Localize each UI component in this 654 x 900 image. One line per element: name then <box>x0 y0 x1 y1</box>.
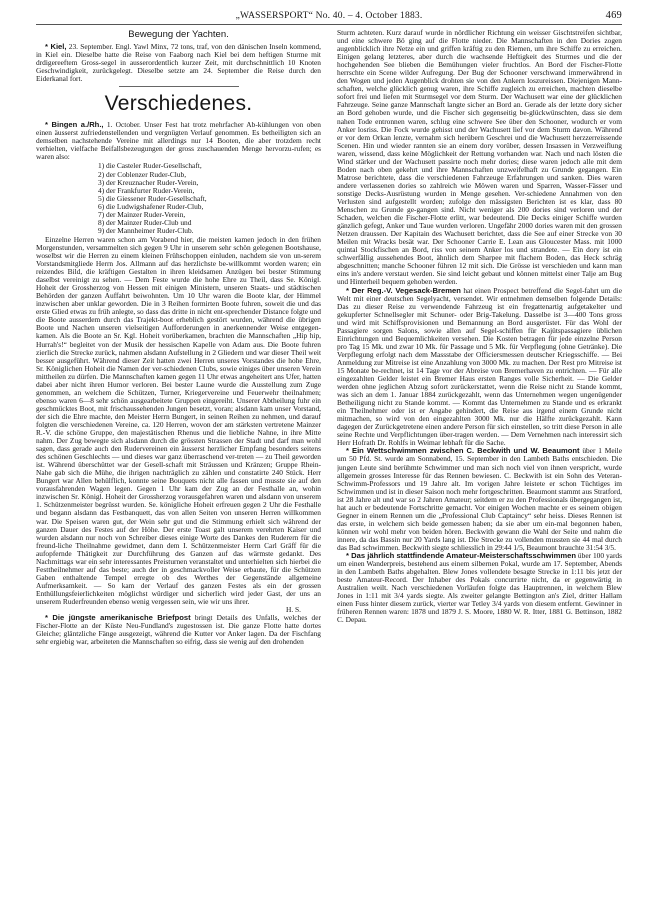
briefpost-continuation: Sturm achteten. Kurz darauf wurde in nördlicher Richtung ein weisser Gischtstreifen sichtbar, und eine schwere Bö ging auf die Flotte nieder. Die Mannschaften in den Dories zogen augenblicklich ihre Netze ein und griffen kräftig zu den Riemen, um ihre Schiffe zu erreichen. Einigen gelang letzteres, aber durch die wachsende Heftigkeit des Sturmes und die der hochgehenden See blieben die Bemühungen vieler fruchtlos. An Bord der Fischer-Flotte herrschte ein Scene wilder Aufregung. Der Bug der Schooner verschwand immerwährend in den Wogen und jeden Augenblick drohten sie von den Ankern loszureissen. Diejenigen Mann-schaften, welche glücklich genug waren, ihre Schiffe zugleich zu erreichen, machten dieselbe sofort frei und liefen mit Sturmsegel vor dem Sturm. Der Wachusett war eine der glücklichen Fahrzeuge. Seine ganze Mannschaft langte sicher an Bord an. Gerade als der letzte dory sicher an Bord gehoben wurde, und die Fischer sich gegenseitig be-glückwünschten, dass sie dem nahen Tode entronnen waren, schlug eine schwere See über den Schooner, wodurch er vom Anker losriss. Die Fock wurde gehisst und der Wachusett lief vor dem Sturm davon. Während er vor dem Orkan lenzte, vernahm sich herübern Geschrei und die Wachusett herzzerreissende Scenen. Hin und wieder rannten sie an einem dory vorüber, dessen Insassen in Verzweiflung waren, wissend, dass keine Möglichkeit der Rettung vorhanden war. Nach und nach lösten die Wind stärker und der Wachusett passirte noch mehr dories; diese waren jedoch alle mit dem Boden nach oben gekehrt und ihre Mannschaften unzweifelhaft zu Grunde gegangen. Ein Matrose berichtete, dass die verschiedenen Fahrzeuge Erfahrungen und sanken. Dies waren andere verlassenen dories so zahlreich wie Möwen waren und Sparren, Wasser-Fässer und sonstige Decks-Ausrüstung wurden in Menge gesehen. Ver-schiedene Annahmen von den Verlusten sind aufgestellt worden; zufolge den mässigsten Berichten ist es klar, dass 80 Menschen zu Grunde ge-gangen sind. Nicht weniger als 200 dories sind verloren und der Schaden, welchen die Fischer-Flotte erlitt, war bedeutend. Die Decks einiger Schiffe wurden gänzlich gefegt, Anker und Taue wurden verloren. Ungefähr 2000 dories waren mit den grossen Netzen draussen. Der Kapitain des Wachusett berichtet, dass die See auf einer Strecke von 30 Meilen mit Wracks besät war. Der Schooner Carrie E. Lean aus Gloucester Mass. mit 1000 quintal Stockfischen an Bord, riss von seinem Anker los und strandete. — Ein dory ist ein schwerfällig aussehendes Boot, ähnlich dem Sharpee mit flachem Boden, das Heck schräg abgeschnitten; manche Schooner führen 12 mit sich. Die Grösse ist verschieden und kann man eins in's andere verstaut werden. Sie sind leicht gebaut und können mittelst einer Talje am Bug und Hinterheil bequem gehoben werden. <box>337 29 622 287</box>
wettschwimmen-text: über 1 Meile um 50 Pfd. St. wurde am Sonnabend, 15. September in den Lambeth Baths entschieden. Die jungen Leute sind berühmte Schwimmer und man sich noch viel von ihnen verspricht, wurde allgemein grosses Interesse für das Rennen bewiesen. C. Beckwith ist ein Sohn des Veteran-Schwimm-Professors und 19 Jahre alt. Im vorigen Jahre leistete er schon Tüchtiges im Schwimmen und ist in dieser Saison noch mehr fortgeschritten. Beaumont stammt aus Stratford, ist 28 Jahre alt und war so 2 Jahren Amateur; seitdem er zu den Professionals übergegangen ist, hat auch er bedeutende Fortschritte gemacht. Vor einigen Wochen machte er es seinem obigen Gegner in einem Rennen um die „Professional Club Captaincy“ sehr heiss. Dieses Rennen ist das erste, in welchem sich beide gemessen haben; da sie aber um ein-mal begonnen haben, können wir wohl mehr von beiden hören. Beckwith gewann die Wahl der Seite und nahm die innere, da das Bassin nur 20 Yards lang ist. Die Strecke zu vollenden mussten sie 44 mal durch das Bad schwimmen. Beckwith siegte schliesslich in 29:44 1/5, Beaumont brauchte 31:54 3/5. <box>337 446 622 552</box>
bingen-lead: * Bingen a./Rh., <box>45 120 104 130</box>
vegesack-text: hat einen Prospect betreffend die Segel-fahrt um die Welt mit einer deutschen Segelyacht, versendet. Wir entnehmen demselben folgende Details: Das zu dieser Reise zu verwendende Fahrzeug ist ein fregattenartig aufgetakelter und gekupferter Schnellsegler mit Schuner- oder Brig-Takelung. Dasselbe ist 3—400 Tons gross und wird mit Schiffsprovisionen und Bemannung an Bord ausgerüstet. Für das Wohl der Passagiere sorgen Salons, sowie allen auf Segel-schiffen für Kajütspassagiere üblichen Einrichtungen und Bequemlichkeiten versehen. Die Kosten betragen für jede einzelne Person pro Tag 15 Mk. und zwar 10 Mk. für Passage und 5 Mk. für Verpflegung (ohne Getränke). Die Verpflegung erfolgt nach dem Massstabe der Officiersmessen deutscher Kriegsschiffe. — Bei Anmeldung zur Mitreise ist eine Anzahlung von 3000 Mk. zu machen. Der Rest pro Mitreise ist 15 Monate be-rechnet, ist 14 Tage vor der Abreise von Bremerhaven zu entrichten. — Für alle eingezahlten Gelder leistet ein Bremer Haus ersten Ranges volle Sicherheit. — Die Gelder werden ohne jeglichen Abzug sofort zurückerstattet, wenn die Reise nicht zu Stande kommt, was sich an dem 1. Januar 1884 zurückgezahlt, wenn das Unternehmen wegen ungenügender Betheiligung nicht zu Stande kommt. — Kommt das Unternehmen zu Stande und es erkrankt ein Theilnehmer oder ist er Angabe gehindert, die Reise aus irgend einem Grunde nicht mitmachen, so wird von den eingezahlten 3000 Mk. nur die Hälfte zurückgezahlt. Kann dagegen der Zurückgetretene einen andere Person für sich einstellen, so tritt diese Person in alle seine Rechte und Verpflichtungen über-tragen werden. — Dem Vernehmen nach interessirt sich Herr Hofrath Dr. Rohlfs in Weimar lebhaft für die Sache. <box>337 285 622 448</box>
section-separator <box>119 86 239 87</box>
bingen-signature: H. S. <box>286 605 301 615</box>
running-title: „WASSERSPORT“ No. 40. – 4. October 1883. <box>235 11 423 21</box>
club-list-item: 2) der Coblenzer Ruder-Club, <box>98 169 187 179</box>
bingen-body: Einzelne Herren waren schon am Vorabend hier, die meisten kamen jedoch in den frühen Morgenstunden, versammelten sich gegen 9 Uhr in unserem sehr schön gelegenen Bootshause, woselbst wir die Herren zu einem kleinen Frühschoppen einluden, nachdem sie von un-serem Vorstandsmitgliede Herrn Jos. Allmann auf das herzlichste be-willkommt worden waren; ein reizendes Bild, die kräftigen Gestalten in ihren kleidsamen Anzügen bei bester Stimmung daselbst vereinigt zu sehen. — Dem Feste wurde die hohe Ehre zu Theil, dass Se. Königl. Hoheit der Grossherzog von Hessen mit einigen Ministern, unseren Staats- und städtischen Behörden der ganzen Auffahrt beiwohnten. Um 10 Uhr waren die Boote klar, der Himmel inzwischen aber unklar geworden. Die in 3 Reihen formirten Boote fuhren, soweit die und das erste Glied etwas zu früh anlegte, so dass das dritte in nicht ent-sprechender Distance folgte und die Boote ausserdem durch das Trajekt-boot erheblich gestört wurden, während die übrigen Boote und Nachen unseren vielseitigen Aufforderungen in anerkennender Weise entgegen-kamen. Als die Boote an Sr. Kgl. Hoheit vorüberkamen, brachten die Mannschaften „Hip hip, Hurrah's!“ begleitet von der Musik der hessischen Kapelle von Adam aus. Die Boote fuhren zierlich die Strecke zurück, nahmen alsdann Aufstellung in 2 Gliedern und war dieser Theil weit besser ausgeführt. Während dieser Zeit hatten zwei Herren unseres Vorstandes die hohe Ehre, Sr. Königlichen Hoheit die Namen der ver-schiedenen Clubs, sowie einiges über unseren Verein mittheilen zu dürfen. Die Mannschaften kamen gegen 11 Uhr etwas angeheitert ans Ufer, hatten dabei aber nicht ihren Humor verloren. Bei bester Laune wurde die Ausstellung zum Zuge genommen, an welchem die Schützen, Turner, Kriegervereine und Feuerwehr theilnahmen; ebenso waren 6—8 sehr schön ausgearbeitete Gruppen eingereiht. Unserer Abtheilung fuhr ein geschmücktes Boot, mit frischaussehenden Jungen besetzt, voran; alsdann kam unser Vorstand, der sich die Ehre machte, den Meister Herrn Bungert, in seinen Reihen zu nehmen, und darauf folgten die verschiedenen Vereine, ca. 120 Herren, wovon der am stärksten vertretene Mainzer R.-V. die schöne Gruppe, den majestätischen Rhenus und die liebliche Nahne, in ihre Mitte nahm. Der Zug bewegte sich alsdann durch die grössten Strassen der Stadt und darf man wohl sagen, dass gerade auch den Rudervereinen ein äusserst herzlicher Empfang besonders seitens des schönen Geschlechts — und dieses war ganz überraschend ver-treten — zu Theil geworden ist. Während überschüttet war der Gesell-schaft mit Sträussen und Kränzen; Gruppe Rhein-Nahe gab sich die Mühe, die ihrigen nachträglich zu zählen und constatirte 240 Stück. Herr Bungert war Allen behülflich, konnte seine Bouquets nicht alle fassen und musste sie auf den vorausfahrenden Wagen legen. Gegen 1 Uhr kam der Zug an der Festhalle an, wohin inzwischen Sr. Königl. Hoheit der Grossherzog vorausgefahren waren und alsdann von unserem 1. Schützenmeister begrüsst wurden. Se. königliche Hoheit erfreuen gegen 2 Uhr die Festhalle und begann alsdann das Festbanquett, das von allen Seiten von unseren Herren willkommen war. Die Speisen waren gut, der Wein sehr gut und die Stimmung erhielt sich während der ganzen Dauer des Festes auf der Höhe. Der erste Toast galt unserem verehrten Kaiser und wurden alsdann nur noch von Schreiber dieses einige Worte des Dankes den Ruderern für die freund-liche Theilnahme gewidmet, dann dem I. Schützenmeister Herrn Carl Gräff für die aufopfernde Thätigkeit zur Durchführung des Ganzen auf das wärmste gedankt. Des Nachmittags war ein sehr interessantes Preisturnen veranstaltet und unterhielten sich hierbei die Festtheilnehmer auf das beste; auch der in geschmackvoller Weise erbaute, für die Schützen Gaben enthaltende Tempel erregte ob des Werthes der Gegenstände allgemeine Aufmerksamkeit. — So kam der Verlauf des ganzen Festes als ein der grossen Enthüllungsfeierlichkeiten möglichst würdiger und sicherlich wird jeder Gast, der uns an unserem Ruderfreunden ebenso wenig vergessen sein, wie wir uns ihrer. <box>36 234 321 606</box>
wettschwimmen-lead: * Ein Wettschwimmen zwischen C. Beckwith und W. Beaumont <box>346 446 580 456</box>
club-list-item: 7) der Mainzer Ruder-Verein, <box>98 209 186 219</box>
wettschwimmen-item <box>337 447 622 552</box>
briefpost-lead: * Die jüngste amerikanische Briefpost <box>45 613 191 623</box>
bingen-intro <box>36 121 321 161</box>
bingen-intro-text: 1. October. Unser Fest hat trotz mehrfacher Ab-kühlungen von oben einen äusserst zufriedenstellenden und vergnügten Verlauf genommen. Es betheiligten sich an demselben nachstehende Vereine mit allerdings nur 14 Booten, die aber trotzdem recht verhielten, vielfache Beifallsbezeugungen der gross zuschauenden Menge hervorzu-rufen; es waren also: <box>36 120 321 162</box>
amateur-text: über 100 yards um einen Wanderpreis, bestehend aus einem silbernen Pokal, wurde am 17. September, Abends in den Lambeth Baths abgehalten. Blew Jones vollendete besagte Strecke in 1:11 bis jetzt der beste Amateur-Record. Der Inhaber des Pokals concurrirte nicht, da er gegenwärtig in Australien weilt. Nach verschiedenen Vorläufen folgte das Hauptrennen, in welchem Blew Jones in 1:11 mit 3/4 yards siegte. Als zweiter gelangte Bettington an's Ziel, dritter Hallam einen Fuss hinter diesem zurück, vierter war Tetley 3/4 yards von diesem entfernt. Gewinner in früheren Rennen waren: 1878 und 1879 J. S. Moore, 1880 W. R. Itter, 1881 G. Bettinson, 1882 C. Depau. <box>337 551 622 625</box>
club-list-item: 1) die Casteler Ruder-Gesellschaft, <box>98 161 202 171</box>
club-list-item: 4) der Frankfurter Ruder-Verein, <box>98 185 195 195</box>
briefpost-text: bringt Details des Unfalls, welches der Fischer-Flotte an der Küste Neu-Fundland's zugestossen ist. Die ganze Flotte hatte dortes Gleiche; gläntzliche Fänge ausgezeigt, während die Kutter vor Anker lagen. Da der Fischfang sehr ergiebig war, arbeiteten die Mannschaften so eifrig, dass sie wenig auf den drohenden <box>36 613 321 647</box>
vegesack-item <box>337 287 622 448</box>
header-rule <box>36 24 622 25</box>
verschiedenes-heading: Verschiedenes. <box>104 92 253 116</box>
yacht-item-lead: * Kiel, <box>45 42 67 51</box>
vegesack-lead: * Der Reg.-V. Vegesack-Bremen <box>346 285 461 295</box>
club-list-item: 9) der Mannheimer Ruder-Club. <box>98 225 194 235</box>
right-column <box>337 29 622 893</box>
club-list-item: 6) die Ludwigshafener Ruder-Club, <box>98 201 204 211</box>
amateur-lead: * Das jährlich stattfindende Amateur-Meisterschaftsschwimmen <box>346 551 576 561</box>
club-list-item: 8) der Mainzer Ruder-Club und <box>98 217 192 227</box>
yacht-item <box>36 43 321 83</box>
club-list-item: 3) der Kreuznacher Ruder-Verein, <box>98 177 199 187</box>
page-number: 469 <box>605 10 622 21</box>
amateur-item <box>337 552 622 624</box>
page-header <box>36 9 622 23</box>
club-list-item: 5) die Giessener Ruder-Gesellschaft, <box>98 193 207 203</box>
briefpost-item <box>36 614 321 646</box>
left-column <box>36 29 321 893</box>
club-list <box>98 162 321 234</box>
yacht-section-heading: Bewegung der Yachten. <box>128 29 229 40</box>
yacht-item-text: 23. September. Engl. Yawl Minx, 72 tons, traf, von den dänischen Inseln kommend, in Kiel ein. Dieselbe hatte die Reise von Faaborg nach Kiel bei dem heftigen Sturme mit drdigereeftem Gross-segel in ausserordentlich kurzer Zeit, mit durchschnittlich 10 Knoten Geschwindigkeit, zurückgelegt. Dieselbe setzte am 24. September die Reise durch den Eiderkanal fort. <box>36 42 321 84</box>
